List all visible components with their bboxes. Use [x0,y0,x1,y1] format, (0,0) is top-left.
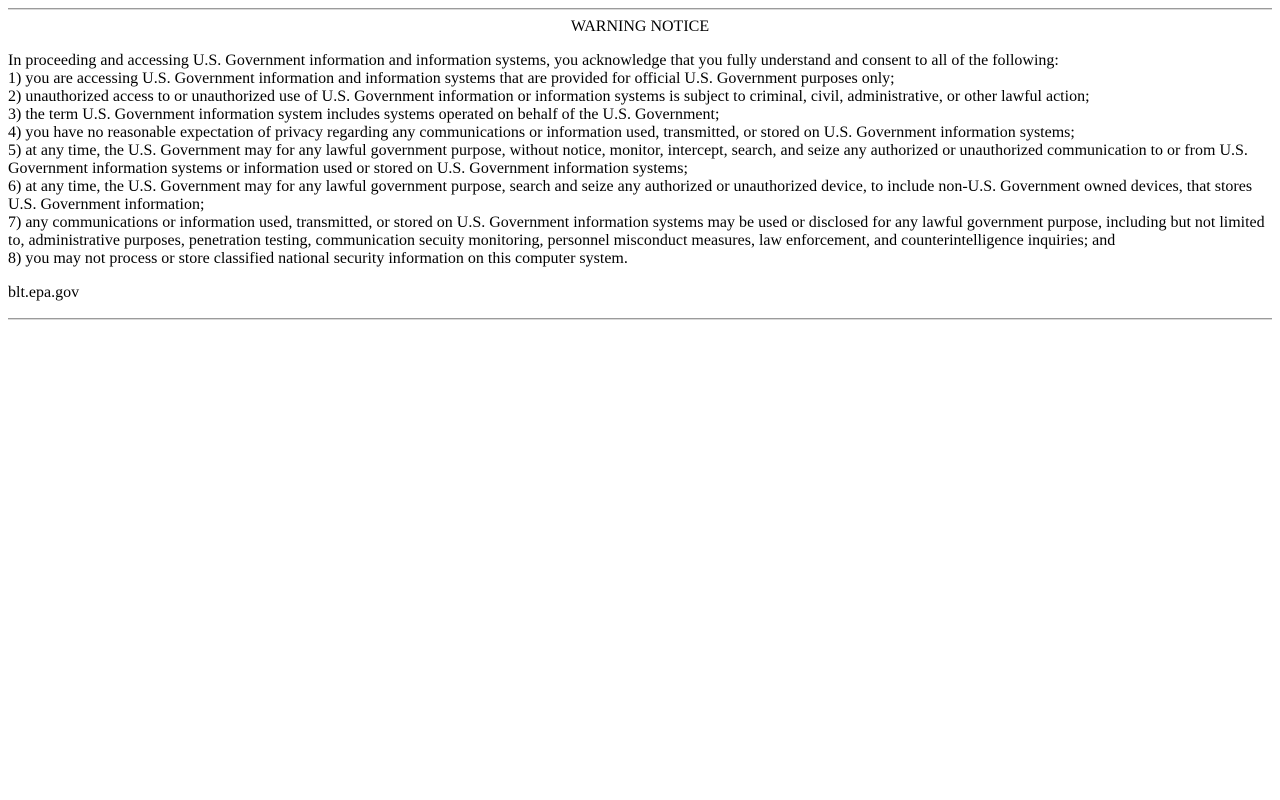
page-title: WARNING NOTICE [570,18,710,35]
notice-item-1: 1) you are accessing U.S. Government information and information systems that are provided for official U.S. Government purposes only; [8,70,895,87]
notice-item-3: 3) the term U.S. Government information system includes systems operated on behalf of the U.S. Government; [8,106,720,123]
notice-item-2: 2) unauthorized access to or unauthorized use of U.S. Government information or information systems is subject to criminal, civil, administrative, or other lawful action; [8,88,1090,105]
top-divider [8,8,1272,10]
site-host: blt.epa.gov [8,284,80,301]
notice-item-5: 5) at any time, the U.S. Government may for any lawful government purpose, without notice, monitor, intercept, search, and seize any authorized or unauthorized communication to or from U.S. Government information systems or information used or stored on U.S. Government information systems; [8,142,1248,177]
notice-item-8: 8) you may not process or store classified national security information on this computer system. [8,250,628,267]
notice-item-6: 6) at any time, the U.S. Government may for any lawful government purpose, search and seize any authorized or unauthorized device, to include non-U.S. Government owned devices, that stores U.S. Government information; [8,178,1253,213]
notice-item-4: 4) you have no reasonable expectation of privacy regarding any communications or information used, transmitted, or stored on U.S. Government information systems; [8,124,1075,141]
notice-intro: In proceeding and accessing U.S. Government information and information systems, you acknowledge that you fully understand and consent to all of the following: [8,52,1059,69]
notice-item-7: 7) any communications or information used, transmitted, or stored on U.S. Government information systems may be used or disclosed for any lawful government purpose, including but not limited to, administrative purposes, penetration testing, communication secuity monitoring, personnel misconduct measures, law enforcement, and counterintelligence inquiries; and [8,214,1265,249]
warning-notice-body [8,52,1272,268]
bottom-divider [8,318,1272,320]
